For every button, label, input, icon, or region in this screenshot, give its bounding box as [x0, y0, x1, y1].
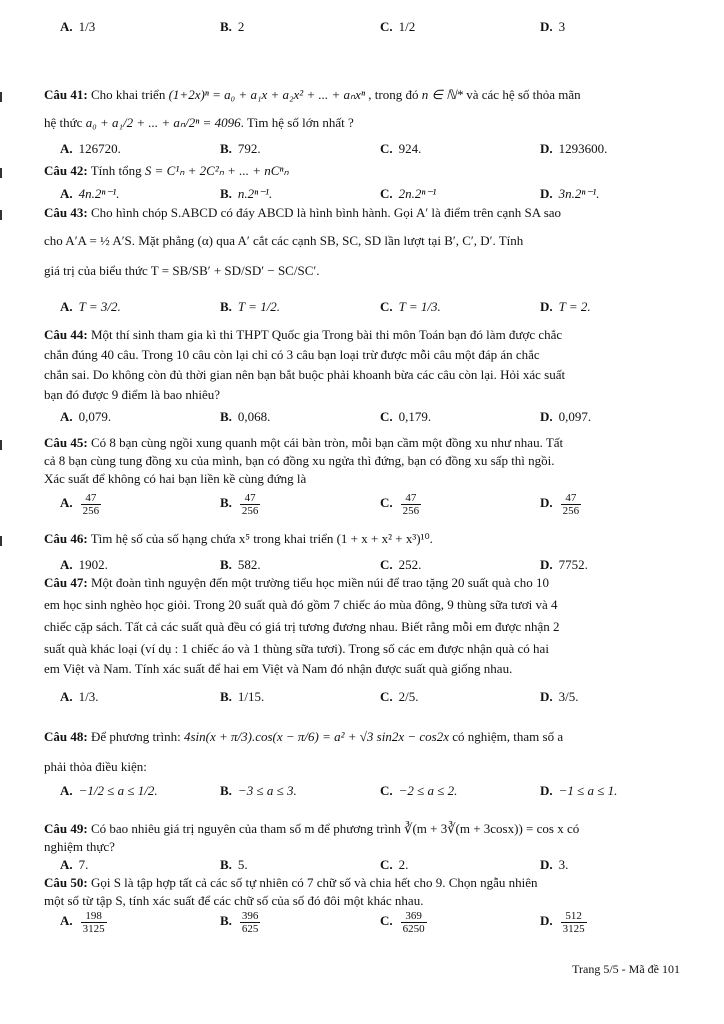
q41-stem-line1: Câu 41: Cho khai triển (1+2x)ⁿ = a₀ + a₁x + a₂x² + ... + aₙxⁿ , trong đó n ∈ ℕ* và các hệ số thỏa mãn [44, 87, 581, 102]
q47-option-c: C. 2/5. [380, 689, 419, 704]
q47-stem-line3: chiếc cặp sách. Tất cả các suất quà đều có giá trị tương đương nhau. Biết rằng mỗi em được nhận 2 [44, 619, 560, 634]
q43-option-c: C. T = 1/3. [380, 299, 441, 314]
q40-option-b: B. 2 [220, 19, 245, 34]
q46-stem: Câu 46: Tìm hệ số của số hạng chứa x⁵ trong khai triển (1 + x + x² + x³)¹⁰. [44, 531, 433, 546]
q45-option-c: C. $\frac{47}{256}$ [380, 492, 420, 517]
q46-option-c: C. 252. [380, 557, 422, 572]
margin-mark [0, 536, 2, 546]
q40-option-a: A. 1/3 [60, 19, 96, 34]
q43-option-a: A. T = 3/2. [60, 299, 121, 314]
q50-option-b: B. $\frac{396}{625}$ [220, 910, 259, 935]
q46-option-d: D. 7752. [540, 557, 588, 572]
q45-option-d: D. $\frac{47}{256}$ [540, 492, 580, 517]
q49-stem-line1: Câu 49: Có bao nhiêu giá trị nguyên của tham số m để phương trình ∛(m + 3∛(m + 3cosx)) = cos x có [44, 821, 580, 836]
q41-option-d: D. 1293600. [540, 141, 608, 156]
q41-option-c: C. 924. [380, 141, 422, 156]
q48-stem-line1: Câu 48: Để phương trình: 4sin(x + π/3).cos(x − π/6) = a² + √3 sin2x − cos2x có nghiệm, tham số a [44, 729, 564, 744]
q44-stem-line2: chắn đúng 40 câu. Trong 10 câu còn lại chỉ có 3 câu bạn loại trừ được mỗi câu một đáp án chắc [44, 347, 540, 362]
q48-option-a: A. −1/2 ≤ a ≤ 1/2. [60, 783, 158, 798]
q42-option-d: D. 3n.2ⁿ⁻¹. [540, 186, 600, 201]
q43-stem-line1: Câu 43: Cho hình chóp S.ABCD có đáy ABCD là hình bình hành. Gọi A′ là điểm trên cạnh SA sao [44, 205, 562, 220]
q47-option-d: D. 3/5. [540, 689, 579, 704]
q47-option-a: A. 1/3. [60, 689, 99, 704]
q45-stem-line1: Câu 45: Có 8 bạn cùng ngồi xung quanh một cái bàn tròn, mỗi bạn cầm một đồng xu như nhau. Tất [44, 435, 564, 450]
q45-option-a: A. $\frac{47}{256}$ [60, 492, 100, 517]
q40-option-d: D. 3 [540, 19, 566, 34]
q43-stem-line3: giá trị của biểu thức T = SB/SB′ + SD/SD′ − SC/SC′. [44, 263, 320, 278]
q44-option-a: A. 0,079. [60, 409, 112, 424]
q46-option-b: B. 582. [220, 557, 261, 572]
q44-option-d: D. 0,097. [540, 409, 592, 424]
page-footer: Trang 5/5 - Mã đề 101 [572, 962, 680, 976]
q47-option-b: B. 1/15. [220, 689, 265, 704]
q47-stem-line4: suất quà khác loại (ví dụ : 1 chiếc áo và 1 thùng sữa tươi). Trong số các em được nhận quà có hai [44, 641, 549, 656]
q40-option-c: C. 1/2 [380, 19, 416, 34]
q50-stem-line1: Câu 50: Gọi S là tập hợp tất cả các số tự nhiên có 7 chữ số và chia hết cho 9. Chọn ngẫu nhiên [44, 875, 538, 890]
q44-stem-line1: Câu 44: Một thí sinh tham gia kì thi THPT Quốc gia Trong bài thi môn Toán bạn đó làm được chắc [44, 327, 563, 342]
q48-stem-line2: phải thỏa điều kiện: [44, 759, 147, 774]
q48-option-b: B. −3 ≤ a ≤ 3. [220, 783, 297, 798]
q41-option-a: A. 126720. [60, 141, 121, 156]
q50-option-c: C. $\frac{369}{6250}$ [380, 910, 425, 935]
q49-option-c: C. 2. [380, 857, 409, 872]
q45-stem-line2: cả 8 bạn cùng tung đồng xu của mình, bạn có đồng xu ngửa thì đứng, bạn có đồng xu sấp thì ngồi. [44, 453, 555, 468]
q48-option-c: C. −2 ≤ a ≤ 2. [380, 783, 458, 798]
q46-option-a: A. 1902. [60, 557, 108, 572]
q50-option-a: A. $\frac{198}{3125}$ [60, 910, 105, 935]
q44-stem-line4: bạn đó được 9 điểm là bao nhiêu? [44, 387, 221, 402]
q41-option-b: B. 792. [220, 141, 261, 156]
q42-stem: Câu 42: Tính tổng S = C¹ₙ + 2C²ₙ + ... + nCⁿₙ [44, 163, 289, 178]
margin-mark [0, 92, 2, 102]
q44-stem-line3: chắn sai. Do không còn đủ thời gian nên bạn bắt buộc phải khoanh bừa các câu còn lại. Hỏi xác suất [44, 367, 566, 382]
q49-option-d: D. 3. [540, 857, 569, 872]
q49-stem-line2: nghiệm thực? [44, 839, 115, 854]
q47-stem-line1: Câu 47: Một đoàn tình nguyện đến một trường tiểu học miền núi để trao tặng 20 suất quà cho 10 [44, 575, 549, 590]
q49-option-b: B. 5. [220, 857, 248, 872]
q44-option-c: C. 0,179. [380, 409, 432, 424]
q45-option-b: B. $\frac{47}{256}$ [220, 492, 259, 517]
q42-option-c: C. 2n.2ⁿ⁻¹ [380, 186, 437, 201]
q47-stem-line5: em Việt và Nam. Tính xác suất để hai em Việt và Nam đó nhận được suất quà giống nhau. [44, 661, 513, 676]
q47-stem-line2: em học sinh nghèo học giỏi. Trong 20 suất quà đó gồm 7 chiếc áo mùa đông, 9 thùng sữa tươi và 4 [44, 597, 558, 612]
q49-option-a: A. 7. [60, 857, 89, 872]
q43-stem-line2: cho A′A = ½ A′S. Mặt phẳng (α) qua A′ cắt các cạnh SB, SC, SD lần lượt tại B′, C′, D′. Tính [44, 233, 524, 248]
margin-mark [0, 168, 2, 178]
q48-option-d: D. −1 ≤ a ≤ 1. [540, 783, 618, 798]
q42-option-b: B. n.2ⁿ⁻¹. [220, 186, 273, 201]
q41-stem-line2: hệ thức a₀ + a₁/2 + ... + aₙ/2ⁿ = 4096. Tìm hệ số lớn nhất ? [44, 115, 354, 130]
q45-stem-line3: Xác suất để không có hai bạn liền kề cùng đứng là [44, 471, 307, 486]
q43-option-b: B. T = 1/2. [220, 299, 281, 314]
q50-stem-line2: một số từ tập S, tính xác suất để các chữ số của số đó đôi một khác nhau. [44, 893, 424, 908]
q44-option-b: B. 0,068. [220, 409, 271, 424]
margin-mark [0, 210, 2, 220]
q50-option-d: D. $\frac{512}{3125}$ [540, 910, 585, 935]
margin-mark [0, 440, 2, 450]
q43-option-d: D. T = 2. [540, 299, 591, 314]
q42-option-a: A. 4n.2ⁿ⁻¹. [60, 186, 120, 201]
